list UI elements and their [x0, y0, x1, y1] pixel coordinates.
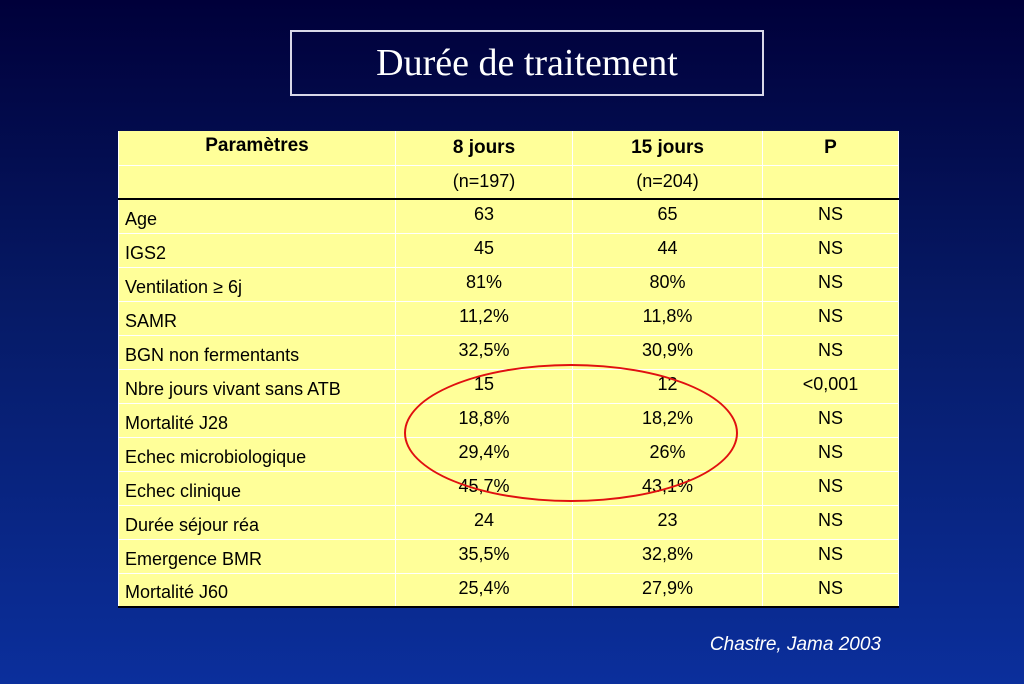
table-row	[119, 403, 899, 437]
cell-15-jours: 27,9%	[573, 573, 763, 607]
table-row	[119, 199, 899, 233]
row-label: Ventilation ≥ 6j	[119, 267, 396, 301]
cell-p-value: NS	[763, 233, 899, 267]
subheader-cell	[119, 165, 396, 199]
cell-p-value: NS	[763, 199, 899, 233]
header-cell: 8 jours	[396, 131, 573, 165]
cell-15-jours: 32,8%	[573, 539, 763, 573]
table-row	[119, 573, 899, 607]
table-row	[119, 301, 899, 335]
cell-15-jours: 43,1%	[573, 471, 763, 505]
table-row	[119, 505, 899, 539]
title-box	[290, 30, 764, 96]
row-label: Durée séjour réa	[119, 505, 396, 539]
cell-15-jours: 44	[573, 233, 763, 267]
table-row	[119, 369, 899, 403]
row-label: IGS2	[119, 233, 396, 267]
table-row	[119, 335, 899, 369]
row-label: SAMR	[119, 301, 396, 335]
table-row	[119, 539, 899, 573]
subheader-cell: (n=197)	[396, 165, 573, 199]
cell-15-jours: 18,2%	[573, 403, 763, 437]
cell-8-jours: 24	[396, 505, 573, 539]
source-citation: Chastre, Jama 2003	[709, 634, 881, 655]
cell-15-jours: 80%	[573, 267, 763, 301]
cell-8-jours: 29,4%	[396, 437, 573, 471]
table-header-row	[119, 131, 899, 165]
row-label: Nbre jours vivant sans ATB	[119, 369, 396, 403]
cell-8-jours: 35,5%	[396, 539, 573, 573]
table-subheader-row	[119, 165, 899, 199]
cell-8-jours: 45	[396, 233, 573, 267]
row-label: Mortalité J60	[119, 573, 396, 607]
slide-title: Durée de traitement	[376, 42, 678, 84]
table-row	[119, 471, 899, 505]
cell-p-value: <0,001	[763, 369, 899, 403]
cell-8-jours: 45,7%	[396, 471, 573, 505]
table-row	[119, 233, 899, 267]
cell-15-jours: 26%	[573, 437, 763, 471]
row-label: Mortalité J28	[119, 403, 396, 437]
row-label: BGN non fermentants	[119, 335, 396, 369]
cell-8-jours: 32,5%	[396, 335, 573, 369]
subheader-cell	[763, 165, 899, 199]
cell-8-jours: 63	[396, 199, 573, 233]
cell-p-value: NS	[763, 471, 899, 505]
header-cell: P	[763, 131, 899, 165]
table-row	[119, 267, 899, 301]
cell-8-jours: 18,8%	[396, 403, 573, 437]
cell-p-value: NS	[763, 573, 899, 607]
cell-p-value: NS	[763, 505, 899, 539]
cell-8-jours: 11,2%	[396, 301, 573, 335]
cell-p-value: NS	[763, 267, 899, 301]
cell-p-value: NS	[763, 403, 899, 437]
cell-p-value: NS	[763, 437, 899, 471]
row-label: Echec clinique	[119, 471, 396, 505]
cell-15-jours: 30,9%	[573, 335, 763, 369]
row-label: Emergence BMR	[119, 539, 396, 573]
cell-15-jours: 12	[573, 369, 763, 403]
cell-8-jours: 15	[396, 369, 573, 403]
cell-15-jours: 23	[573, 505, 763, 539]
cell-p-value: NS	[763, 301, 899, 335]
row-label: Age	[119, 199, 396, 233]
header-cell: Paramètres	[119, 131, 396, 165]
cell-15-jours: 65	[573, 199, 763, 233]
header-cell: 15 jours	[573, 131, 763, 165]
cell-15-jours: 11,8%	[573, 301, 763, 335]
subheader-cell: (n=204)	[573, 165, 763, 199]
cell-p-value: NS	[763, 335, 899, 369]
cell-8-jours: 25,4%	[396, 573, 573, 607]
table-row	[119, 437, 899, 471]
cell-8-jours: 81%	[396, 267, 573, 301]
results-table	[118, 131, 899, 608]
row-label: Echec microbiologique	[119, 437, 396, 471]
cell-p-value: NS	[763, 539, 899, 573]
